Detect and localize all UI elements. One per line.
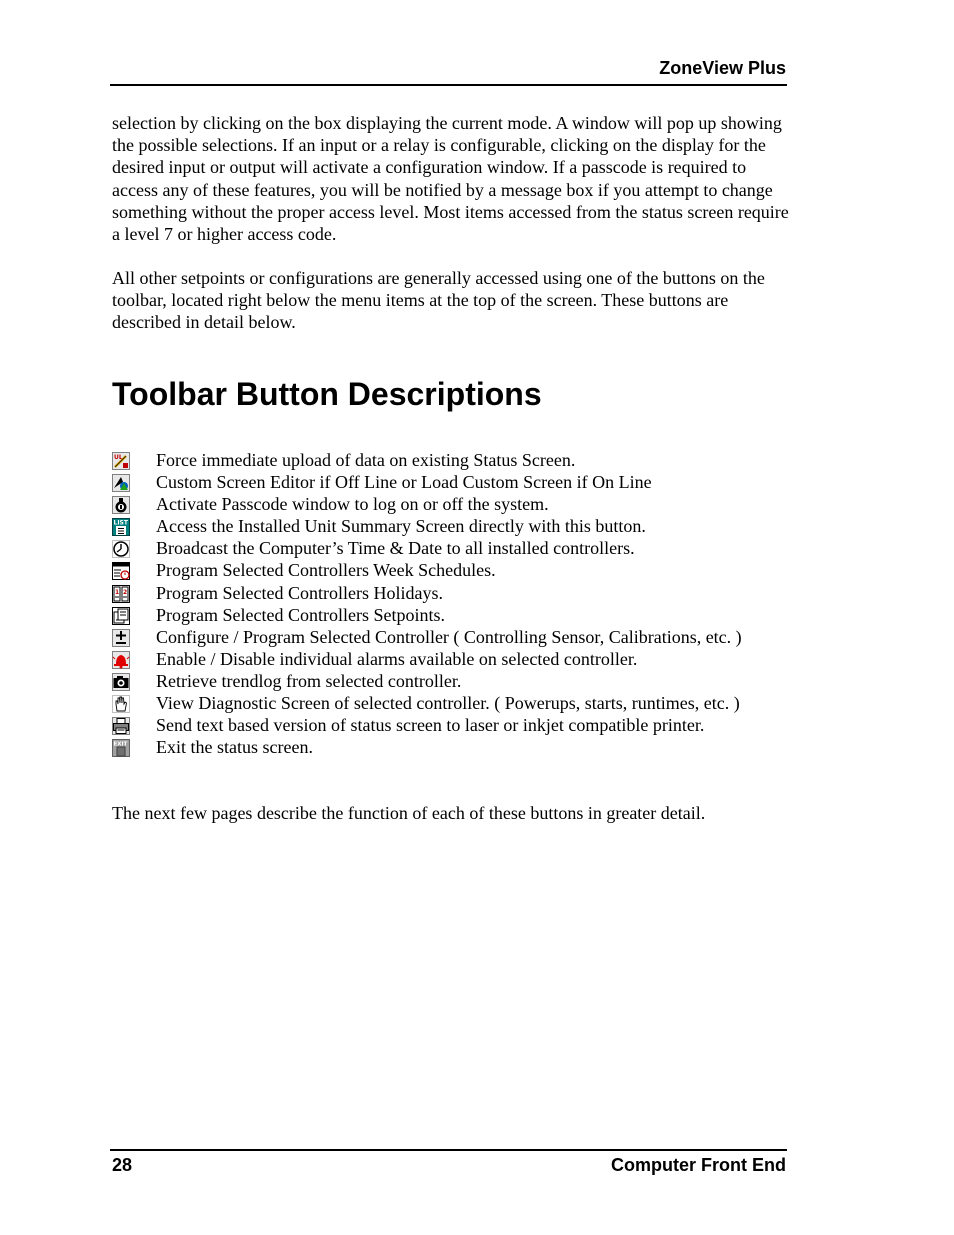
list-item-text: Force immediate upload of data on existing Status Screen. <box>156 450 576 470</box>
footer-rule <box>110 1149 787 1151</box>
running-header: ZoneView Plus <box>659 58 786 78</box>
printer-icon <box>112 717 130 735</box>
header-rule <box>110 84 787 86</box>
list-item <box>112 648 792 670</box>
intro-paragraph: selection by clicking on the box displaying the current mode. A window will pop up showing the possible selections. If an input or a relay is configurable, clicking on the display for the desired input or output will activate a configuration window. If a passcode is required to access any of these features, you will be notified by a message box if you attempt to change something without the proper access level. Most items accessed from the status screen require a level 7 or higher access code. <box>112 113 789 245</box>
passcode-icon <box>112 496 130 514</box>
exit-icon <box>112 739 130 757</box>
toolbar-button-list <box>112 449 792 758</box>
svg-text:1: 1 <box>115 588 120 596</box>
list-item-text: Broadcast the Computer’s Time & Date to all installed controllers. <box>156 538 635 559</box>
list-item <box>112 515 792 537</box>
list-item <box>112 493 792 515</box>
list-item-text: Exit the status screen. <box>156 737 313 758</box>
list-item <box>112 736 792 758</box>
list-item <box>112 471 792 493</box>
list-item <box>112 604 792 626</box>
svg-text:UL: UL <box>114 454 123 461</box>
list-item <box>112 626 792 648</box>
toolbar-paragraph: All other setpoints or configurations are generally accessed using one of the buttons on the toolbar, located right below the menu items at the top of the screen. These buttons are described in detail below. <box>112 268 765 333</box>
list-item-text: Program Selected Controllers Week Schedules. <box>156 560 496 581</box>
setpoints-icon <box>112 607 130 625</box>
list-item <box>112 449 792 471</box>
list-icon <box>112 518 130 536</box>
page-number: 28 <box>112 1155 133 1175</box>
camera-icon <box>112 673 130 691</box>
list-item-text: View Diagnostic Screen of selected controller. ( Powerups, starts, runtimes, etc. ) <box>156 693 740 714</box>
svg-text:EXIT: EXIT <box>113 741 128 748</box>
alarm-bell-icon <box>112 651 130 669</box>
holiday-calendar-icon <box>112 585 130 603</box>
list-item <box>112 670 792 692</box>
list-item <box>112 582 792 604</box>
list-item <box>112 559 792 581</box>
list-item <box>112 714 792 736</box>
footer-section-title: Computer Front End <box>611 1155 786 1175</box>
list-item-text: Custom Screen Editor if Off Line or Load Custom Screen if On Line <box>156 472 652 493</box>
upload-icon <box>112 452 130 470</box>
list-item-text: Program Selected Controllers Holidays. <box>156 582 443 603</box>
week-schedule-icon <box>112 562 130 580</box>
list-item-text: Enable / Disable individual alarms available on selected controller. <box>156 648 638 669</box>
clock-icon <box>112 540 130 558</box>
section-heading: Toolbar Button Descriptions <box>112 376 542 412</box>
hand-icon <box>112 695 130 713</box>
list-item <box>112 692 792 714</box>
list-item <box>112 537 792 559</box>
list-item-text: Retrieve trendlog from selected controller. <box>156 670 462 691</box>
list-item-text: Activate Passcode window to log on or off the system. <box>156 494 549 515</box>
custom-screen-icon <box>112 474 130 492</box>
list-item-text: Access the Installed Unit Summary Screen directly with this button. <box>156 516 646 537</box>
list-item-text: Configure / Program Selected Controller ( Controlling Sensor, Calibrations, etc. ) <box>156 626 742 647</box>
list-item-text: Send text based version of status screen to laser or inkjet compatible printer. <box>156 715 705 736</box>
list-item-text: Program Selected Controllers Setpoints. <box>156 604 445 625</box>
closing-paragraph: The next few pages describe the function of each of these buttons in greater detail. <box>112 803 706 823</box>
svg-text:2: 2 <box>123 588 128 596</box>
plus-minus-icon <box>112 629 130 647</box>
svg-text:LIST: LIST <box>113 519 128 527</box>
